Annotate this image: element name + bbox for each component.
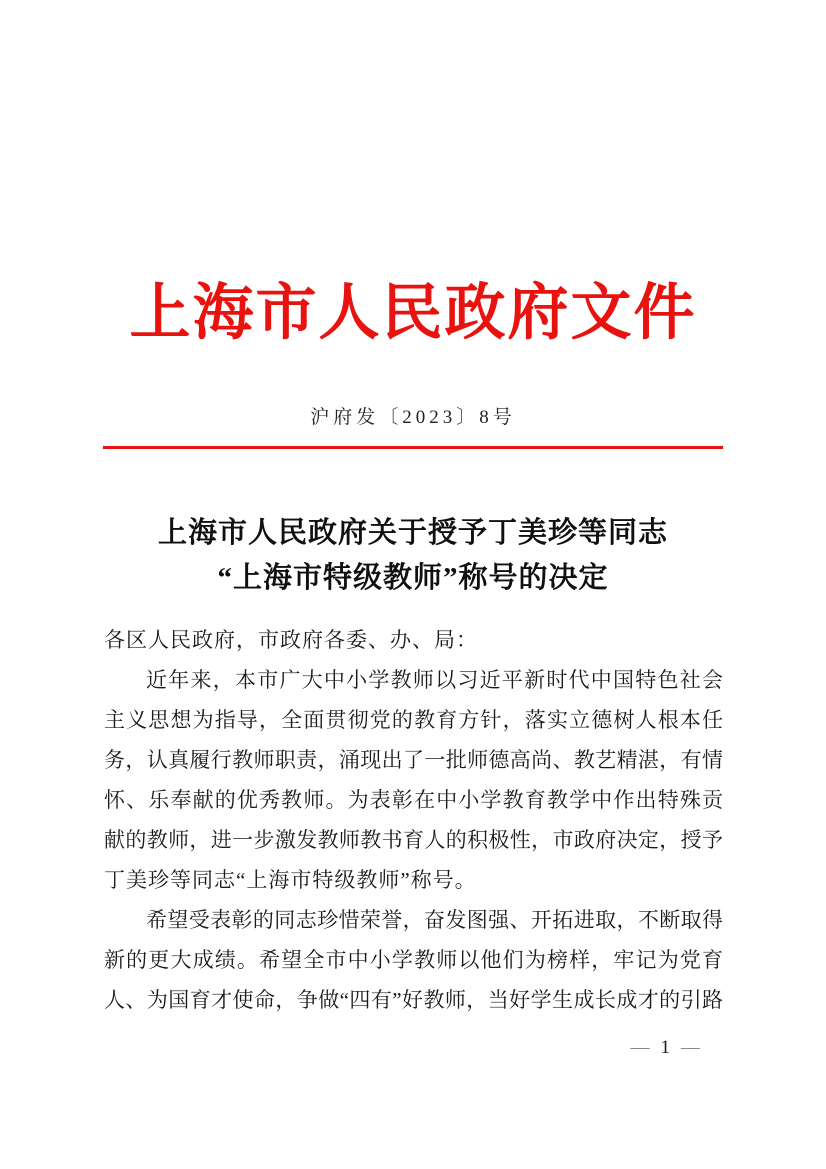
body-line: 务，认真履行教师职责，涌现出了一批师德高尚、教艺精湛，有情 [104, 748, 723, 772]
body-line: 丁美珍等同志“上海市特级教师”称号。 [104, 868, 477, 892]
page-number [631, 1035, 701, 1061]
page-number-dash-right: — [681, 1037, 700, 1058]
body-line: 人、为国育才使命，争做“四有”好教师，当好学生成长成才的引路 [104, 988, 723, 1012]
body-line: 怀、乐奉献的优秀教师。为表彰在中小学教育教学中作出特殊贡 [104, 788, 723, 812]
document-body [104, 620, 723, 1020]
body-line: 主义思想为指导，全面贯彻党的教育方针，落实立德树人根本任 [104, 708, 723, 732]
body-line: 近年来，本市广大中小学教师以习近平新时代中国特色社会 [146, 668, 723, 692]
document-title-line-1: 上海市人民政府关于授予丁美珍等同志 [157, 517, 668, 549]
body-line: 新的更大成绩。希望全市中小学教师以他们为榜样，牢记为党育 [104, 948, 723, 972]
page-number-dash-left: — [630, 1037, 650, 1058]
doc-number: 沪府发〔2023〕8号 [310, 407, 516, 428]
document-title [103, 511, 723, 601]
red-divider-line [103, 446, 723, 449]
document-title-line-2: “上海市特级教师”称号的决定 [217, 562, 609, 594]
body-line: 献的教师，进一步激发教师教书育人的积极性，市政府决定，授予 [104, 828, 723, 852]
document-masthead-title: 上海市人民政府文件 [129, 280, 697, 347]
body-line: 希望受表彰的同志珍惜荣誉，奋发图强、开拓进取，不断取得 [146, 908, 723, 932]
body-line-salutation: 各区人民政府，市政府各委、办、局： [104, 628, 478, 652]
page-number-value: 1 [660, 1037, 670, 1058]
